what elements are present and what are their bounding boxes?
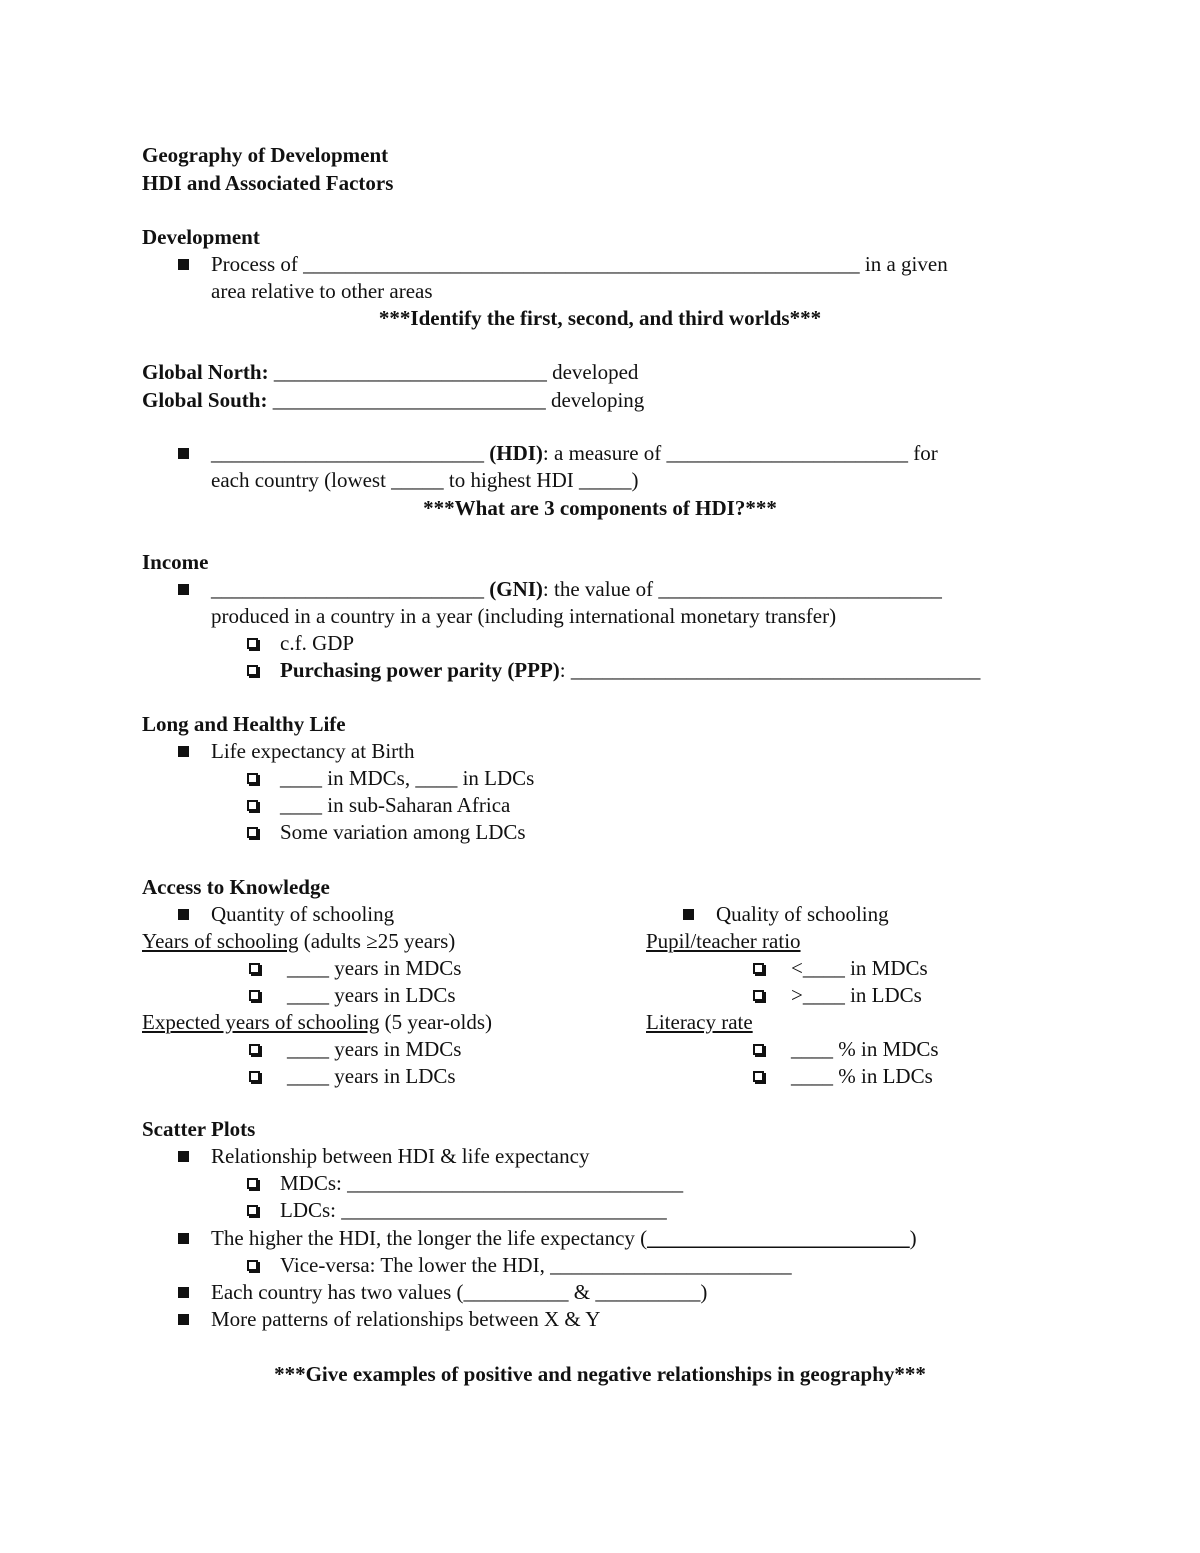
square-bullet-icon	[178, 1151, 189, 1162]
section-heading-development: Development	[142, 225, 260, 249]
closing-paren: )	[909, 1226, 917, 1250]
checkbox-icon	[249, 990, 260, 1001]
health-sub-item-text: ____ in MDCs, ____ in LDCs	[280, 766, 535, 790]
hdi-blank: __________________________	[211, 441, 490, 465]
square-bullet-icon	[683, 909, 694, 920]
checkbox-icon	[247, 665, 258, 676]
scatter-bullet	[178, 1279, 707, 1305]
square-bullet-icon	[178, 1233, 189, 1244]
checkbox-icon	[249, 1044, 260, 1055]
global-north-blank: __________________________ developed	[268, 360, 639, 384]
section-heading-knowledge: Access to Knowledge	[142, 875, 330, 899]
years-sub-item	[249, 955, 461, 981]
scatter-bullet-text: Relationship between HDI & life expectancy	[211, 1144, 590, 1168]
years-sub-item-text: ____ years in LDCs	[287, 983, 456, 1007]
hdi-bullet-text	[211, 440, 938, 466]
pupil-teacher-label: Pupil/teacher ratio	[646, 929, 801, 953]
development-bullet-continuation: area relative to other areas	[211, 279, 433, 303]
document-title: Geography of Development	[142, 143, 389, 167]
quality-bullet	[683, 901, 889, 927]
prompt-relationship-examples: ***Give examples of positive and negative relationships in geography***	[274, 1362, 926, 1386]
literacy-sub-item	[753, 1036, 939, 1062]
health-bullet	[178, 738, 415, 764]
checkbox-icon	[247, 1205, 258, 1216]
years-sub-item-text: ____ years in MDCs	[287, 956, 462, 980]
scatter-sub-item-text: MDCs: ________________________________	[280, 1171, 684, 1195]
checkbox-icon	[247, 773, 258, 784]
gni-blank: __________________________	[211, 577, 490, 601]
development-bullet-text: Process of _____________________________________________________ in a given	[211, 252, 948, 276]
prompt-hdi-components: ***What are 3 components of HDI?***	[423, 496, 777, 520]
checkbox-icon	[753, 963, 764, 974]
gni-bullet	[178, 576, 942, 602]
prompt-worlds: ***Identify the first, second, and third worlds***	[378, 306, 822, 330]
income-sub-item-text	[280, 657, 980, 683]
literacy-sub-item-text: ____ % in LDCs	[791, 1064, 933, 1088]
document-subtitle: HDI and Associated Factors	[142, 171, 394, 195]
years-of-schooling-label: Years of schooling	[142, 929, 299, 953]
income-sub-item	[247, 657, 980, 683]
section-heading-income: Income	[142, 550, 209, 574]
scatter-bullet-text: Each country has two values (__________ & __________)	[211, 1280, 708, 1304]
section-heading-health: Long and Healthy Life	[142, 712, 346, 736]
expected-sub-item	[249, 1036, 461, 1062]
scatter-bullet-text: More patterns of relationships between X & Y	[211, 1307, 601, 1331]
scatter-sub-item	[247, 1170, 683, 1196]
global-south-blank: __________________________ developing	[267, 388, 645, 412]
health-bullet-text: Life expectancy at Birth	[211, 739, 415, 763]
section-heading-scatter: Scatter Plots	[142, 1117, 256, 1141]
pupil-sub-item-text: <____ in MDCs	[791, 956, 928, 980]
expected-sub-item-text: ____ years in LDCs	[287, 1064, 456, 1088]
development-bullet	[178, 251, 948, 277]
gni-definition: : the value of ___________________________	[542, 577, 942, 601]
checkbox-icon	[247, 800, 258, 811]
hdi-term: (HDI)	[489, 441, 543, 465]
gni-bullet-continuation: produced in a country in a year (including international monetary transfer)	[211, 604, 837, 628]
scatter-bullet-text	[211, 1225, 917, 1251]
checkbox-icon	[247, 827, 258, 838]
expected-years-note: (5 year-olds)	[379, 1010, 493, 1034]
scatter-bullet	[178, 1225, 917, 1251]
global-south-line	[142, 387, 644, 413]
hdi-bullet-continuation: each country (lowest _____ to highest HDI _____)	[211, 468, 639, 492]
scatter-bullet	[178, 1306, 600, 1332]
quantity-bullet	[178, 901, 394, 927]
square-bullet-icon	[178, 1287, 189, 1298]
higher-hdi-text: The higher the HDI, the longer the life expectancy (	[211, 1226, 648, 1250]
checkbox-icon	[247, 1260, 258, 1271]
literacy-sub-item	[753, 1063, 933, 1089]
global-north-label: Global North:	[142, 360, 269, 384]
ppp-term: Purchasing power parity (PPP)	[280, 658, 560, 682]
income-sub-item-text: c.f. GDP	[280, 631, 355, 655]
income-sub-item	[247, 630, 354, 656]
checkbox-icon	[247, 638, 258, 649]
square-bullet-icon	[178, 448, 189, 459]
health-sub-item	[247, 765, 534, 791]
scatter-sub-item	[247, 1197, 667, 1223]
expected-sub-item	[249, 1063, 456, 1089]
years-of-schooling-line	[142, 928, 455, 954]
health-sub-item-text: ____ in sub-Saharan Africa	[280, 793, 511, 817]
quantity-bullet-text: Quantity of schooling	[211, 902, 395, 926]
square-bullet-icon	[178, 584, 189, 595]
global-north-line	[142, 359, 638, 385]
years-of-schooling-note: (adults ≥25 years)	[298, 929, 456, 953]
expected-years-line	[142, 1009, 492, 1035]
scatter-sub-item	[247, 1252, 792, 1278]
literacy-sub-item-text: ____ % in MDCs	[791, 1037, 939, 1061]
hdi-bullet	[178, 440, 938, 466]
pupil-sub-item	[753, 982, 922, 1008]
scatter-sub-item-text: LDCs: _______________________________	[280, 1198, 667, 1222]
square-bullet-icon	[178, 259, 189, 270]
checkbox-icon	[753, 1071, 764, 1082]
scatter-sub-item-text: Vice-versa: The lower the HDI, _______________________	[280, 1253, 792, 1277]
relationship-blank: _________________________	[647, 1226, 910, 1250]
quality-bullet-text: Quality of schooling	[716, 902, 889, 926]
checkbox-icon	[753, 1044, 764, 1055]
gni-bullet-text	[211, 576, 942, 602]
checkbox-icon	[249, 963, 260, 974]
gni-term: (GNI)	[489, 577, 543, 601]
years-sub-item	[249, 982, 456, 1008]
global-south-label: Global South:	[142, 388, 268, 412]
scatter-bullet	[178, 1143, 589, 1169]
expected-sub-item-text: ____ years in MDCs	[287, 1037, 462, 1061]
checkbox-icon	[753, 990, 764, 1001]
health-sub-item	[247, 819, 526, 845]
literacy-rate-label: Literacy rate	[646, 1010, 753, 1034]
checkbox-icon	[247, 1178, 258, 1189]
expected-years-label: Expected years of schooling	[142, 1010, 380, 1034]
pupil-sub-item-text: >____ in LDCs	[791, 983, 922, 1007]
health-sub-item-text: Some variation among LDCs	[280, 820, 526, 844]
pupil-sub-item	[753, 955, 928, 981]
ppp-blank: : _______________________________________	[559, 658, 981, 682]
square-bullet-icon	[178, 1314, 189, 1325]
square-bullet-icon	[178, 909, 189, 920]
square-bullet-icon	[178, 746, 189, 757]
checkbox-icon	[249, 1071, 260, 1082]
hdi-definition: : a measure of _______________________ for	[542, 441, 938, 465]
health-sub-item	[247, 792, 510, 818]
